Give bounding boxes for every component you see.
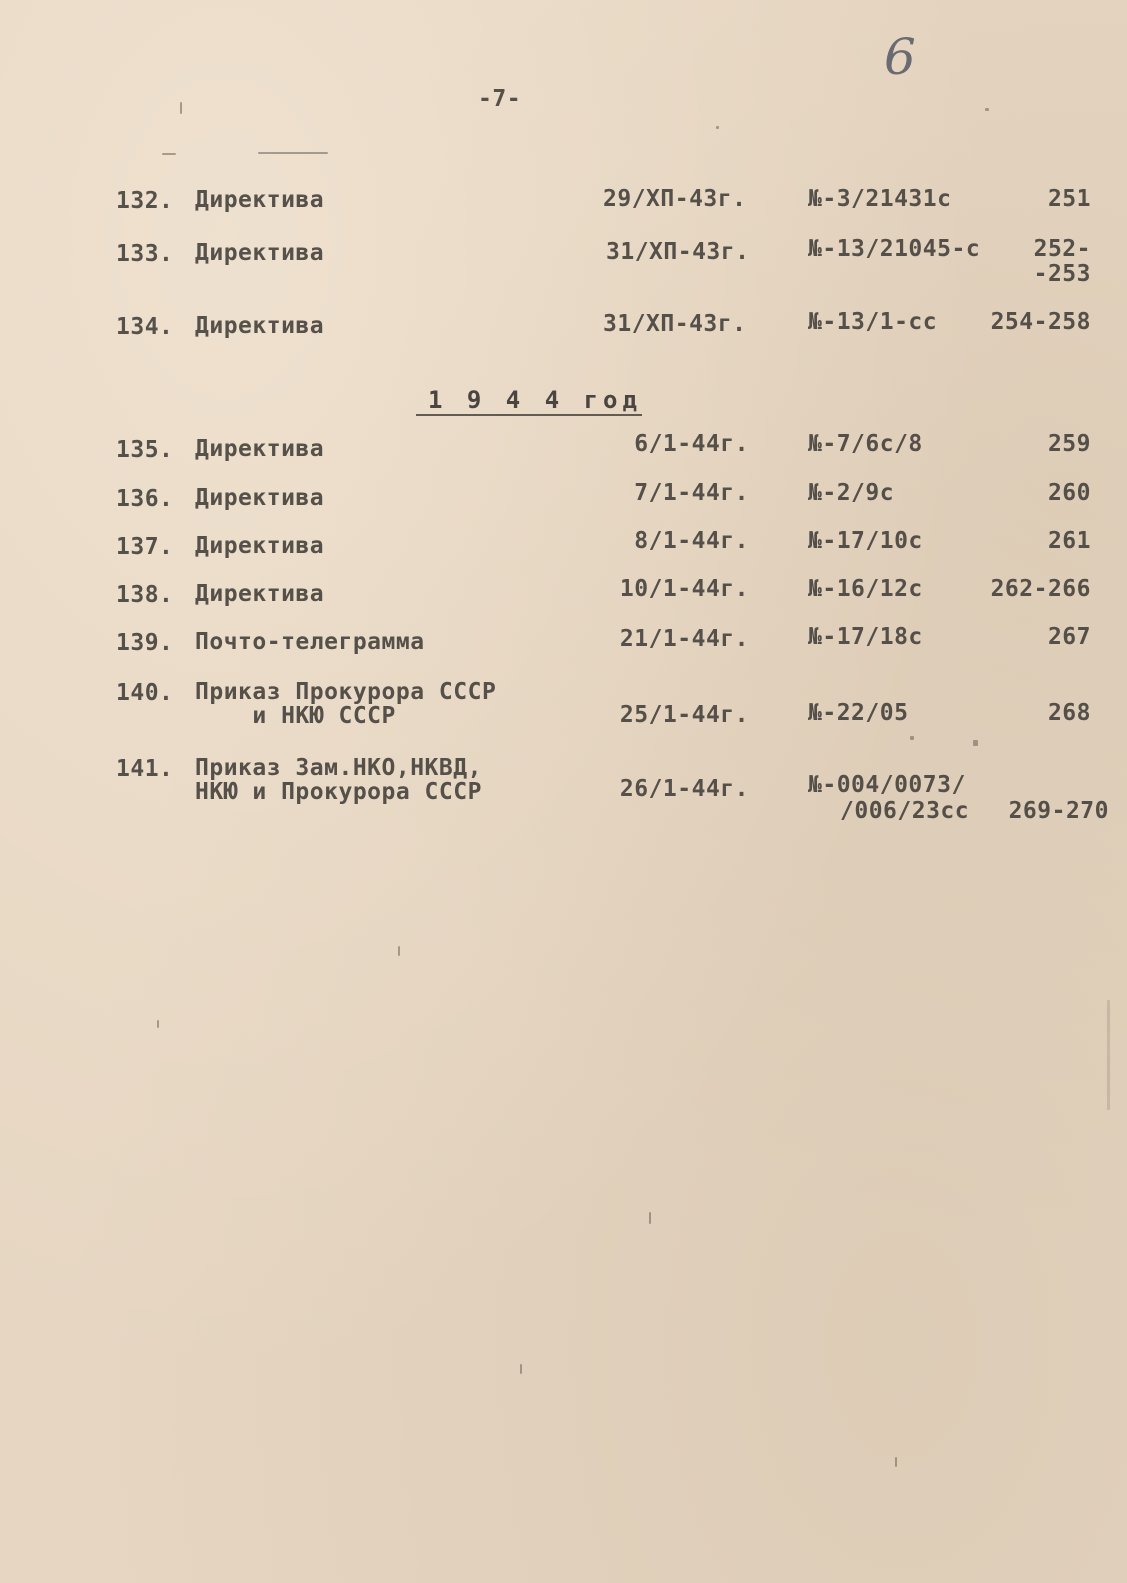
folio-number-handwritten: 6 xyxy=(884,28,916,86)
entry-pages: 267 xyxy=(1047,624,1091,650)
entry-number: 136. xyxy=(116,486,174,512)
paper-edge-shadow xyxy=(1107,1000,1110,1110)
entry-date: 25/1-44г. xyxy=(619,702,749,728)
entry-pages: 262-266 xyxy=(990,576,1091,602)
entry-title: Директива xyxy=(195,187,325,213)
entry-number: 141. xyxy=(116,756,174,782)
entry-reference: №-16/12с xyxy=(808,576,923,602)
entry-reference: №-3/21431с xyxy=(808,186,952,212)
entry-reference: №-2/9с xyxy=(808,480,895,506)
entry-pages: 252- xyxy=(1033,236,1091,262)
entry-date: 10/1-44г. xyxy=(619,576,749,602)
entry-title: Директива xyxy=(195,313,325,339)
entry-title: Директива xyxy=(195,485,325,511)
entry-reference: №-17/18с xyxy=(808,624,923,650)
entry-pages: 261 xyxy=(1047,528,1091,554)
entry-reference: №-22/05 xyxy=(808,700,909,726)
paper-speck xyxy=(258,152,328,154)
paper-speck xyxy=(910,736,914,740)
entry-date: 21/1-44г. xyxy=(619,626,749,652)
entry-title: Директива xyxy=(195,533,325,559)
entry-date: 26/1-44г. xyxy=(619,776,749,802)
paper-speck xyxy=(180,102,182,114)
entry-number: 133. xyxy=(116,241,174,267)
entry-date: 6/1-44г. xyxy=(634,431,749,457)
entry-pages-continued: -253 xyxy=(1033,261,1091,287)
entry-number: 138. xyxy=(116,582,174,608)
entry-title: Приказ Зам.НКО,НКВД, НКЮ и Прокурора СССР xyxy=(195,755,482,805)
entry-pages: 254-258 xyxy=(990,309,1091,335)
page-number: -7- xyxy=(478,86,522,112)
entry-title: Директива xyxy=(195,436,325,462)
entry-date: 7/1-44г. xyxy=(634,480,749,506)
entry-reference: №-13/1-сс xyxy=(808,309,938,335)
entry-number: 135. xyxy=(116,437,174,463)
entry-number: 139. xyxy=(116,630,174,656)
paper-speck xyxy=(716,126,719,129)
entry-date: 8/1-44г. xyxy=(634,528,749,554)
entry-pages: 251 xyxy=(1047,186,1091,212)
entry-pages: 260 xyxy=(1047,480,1091,506)
entry-number: 137. xyxy=(116,534,174,560)
entry-number: 134. xyxy=(116,314,174,340)
entry-reference: №-004/0073/ xyxy=(808,772,966,798)
entry-reference: №-7/6с/8 xyxy=(808,431,923,457)
paper-speck xyxy=(973,740,978,746)
entry-number: 140. xyxy=(116,680,174,706)
entry-date: 31/ХП-43г. xyxy=(606,239,750,265)
entry-title: Директива xyxy=(195,581,325,607)
entry-number: 132. xyxy=(116,188,174,214)
year-heading-underline xyxy=(416,414,642,416)
entry-reference: №-13/21045-с xyxy=(808,236,981,262)
entry-date: 29/ХП-43г. xyxy=(603,186,747,212)
entry-reference-continued: /006/23сс xyxy=(840,798,970,824)
entry-date: 31/ХП-43г. xyxy=(603,311,747,337)
entry-pages: 268 xyxy=(1047,700,1091,726)
entry-title: Приказ Прокурора СССР и НКЮ СССР xyxy=(195,679,497,729)
entry-title: Почто-телеграмма xyxy=(195,629,425,655)
entry-pages: 269-270 xyxy=(1008,798,1109,824)
paper-speck xyxy=(398,946,400,956)
entry-reference: №-17/10с xyxy=(808,528,923,554)
entry-title: Директива xyxy=(195,240,325,266)
paper-speck xyxy=(162,153,176,155)
paper-speck xyxy=(895,1457,897,1467)
paper-speck xyxy=(649,1212,651,1224)
paper-speck xyxy=(157,1020,159,1028)
paper-speck xyxy=(985,108,989,111)
year-heading: 1 9 4 4 год xyxy=(428,386,642,414)
paper-speck xyxy=(520,1364,522,1374)
entry-pages: 259 xyxy=(1047,431,1091,457)
